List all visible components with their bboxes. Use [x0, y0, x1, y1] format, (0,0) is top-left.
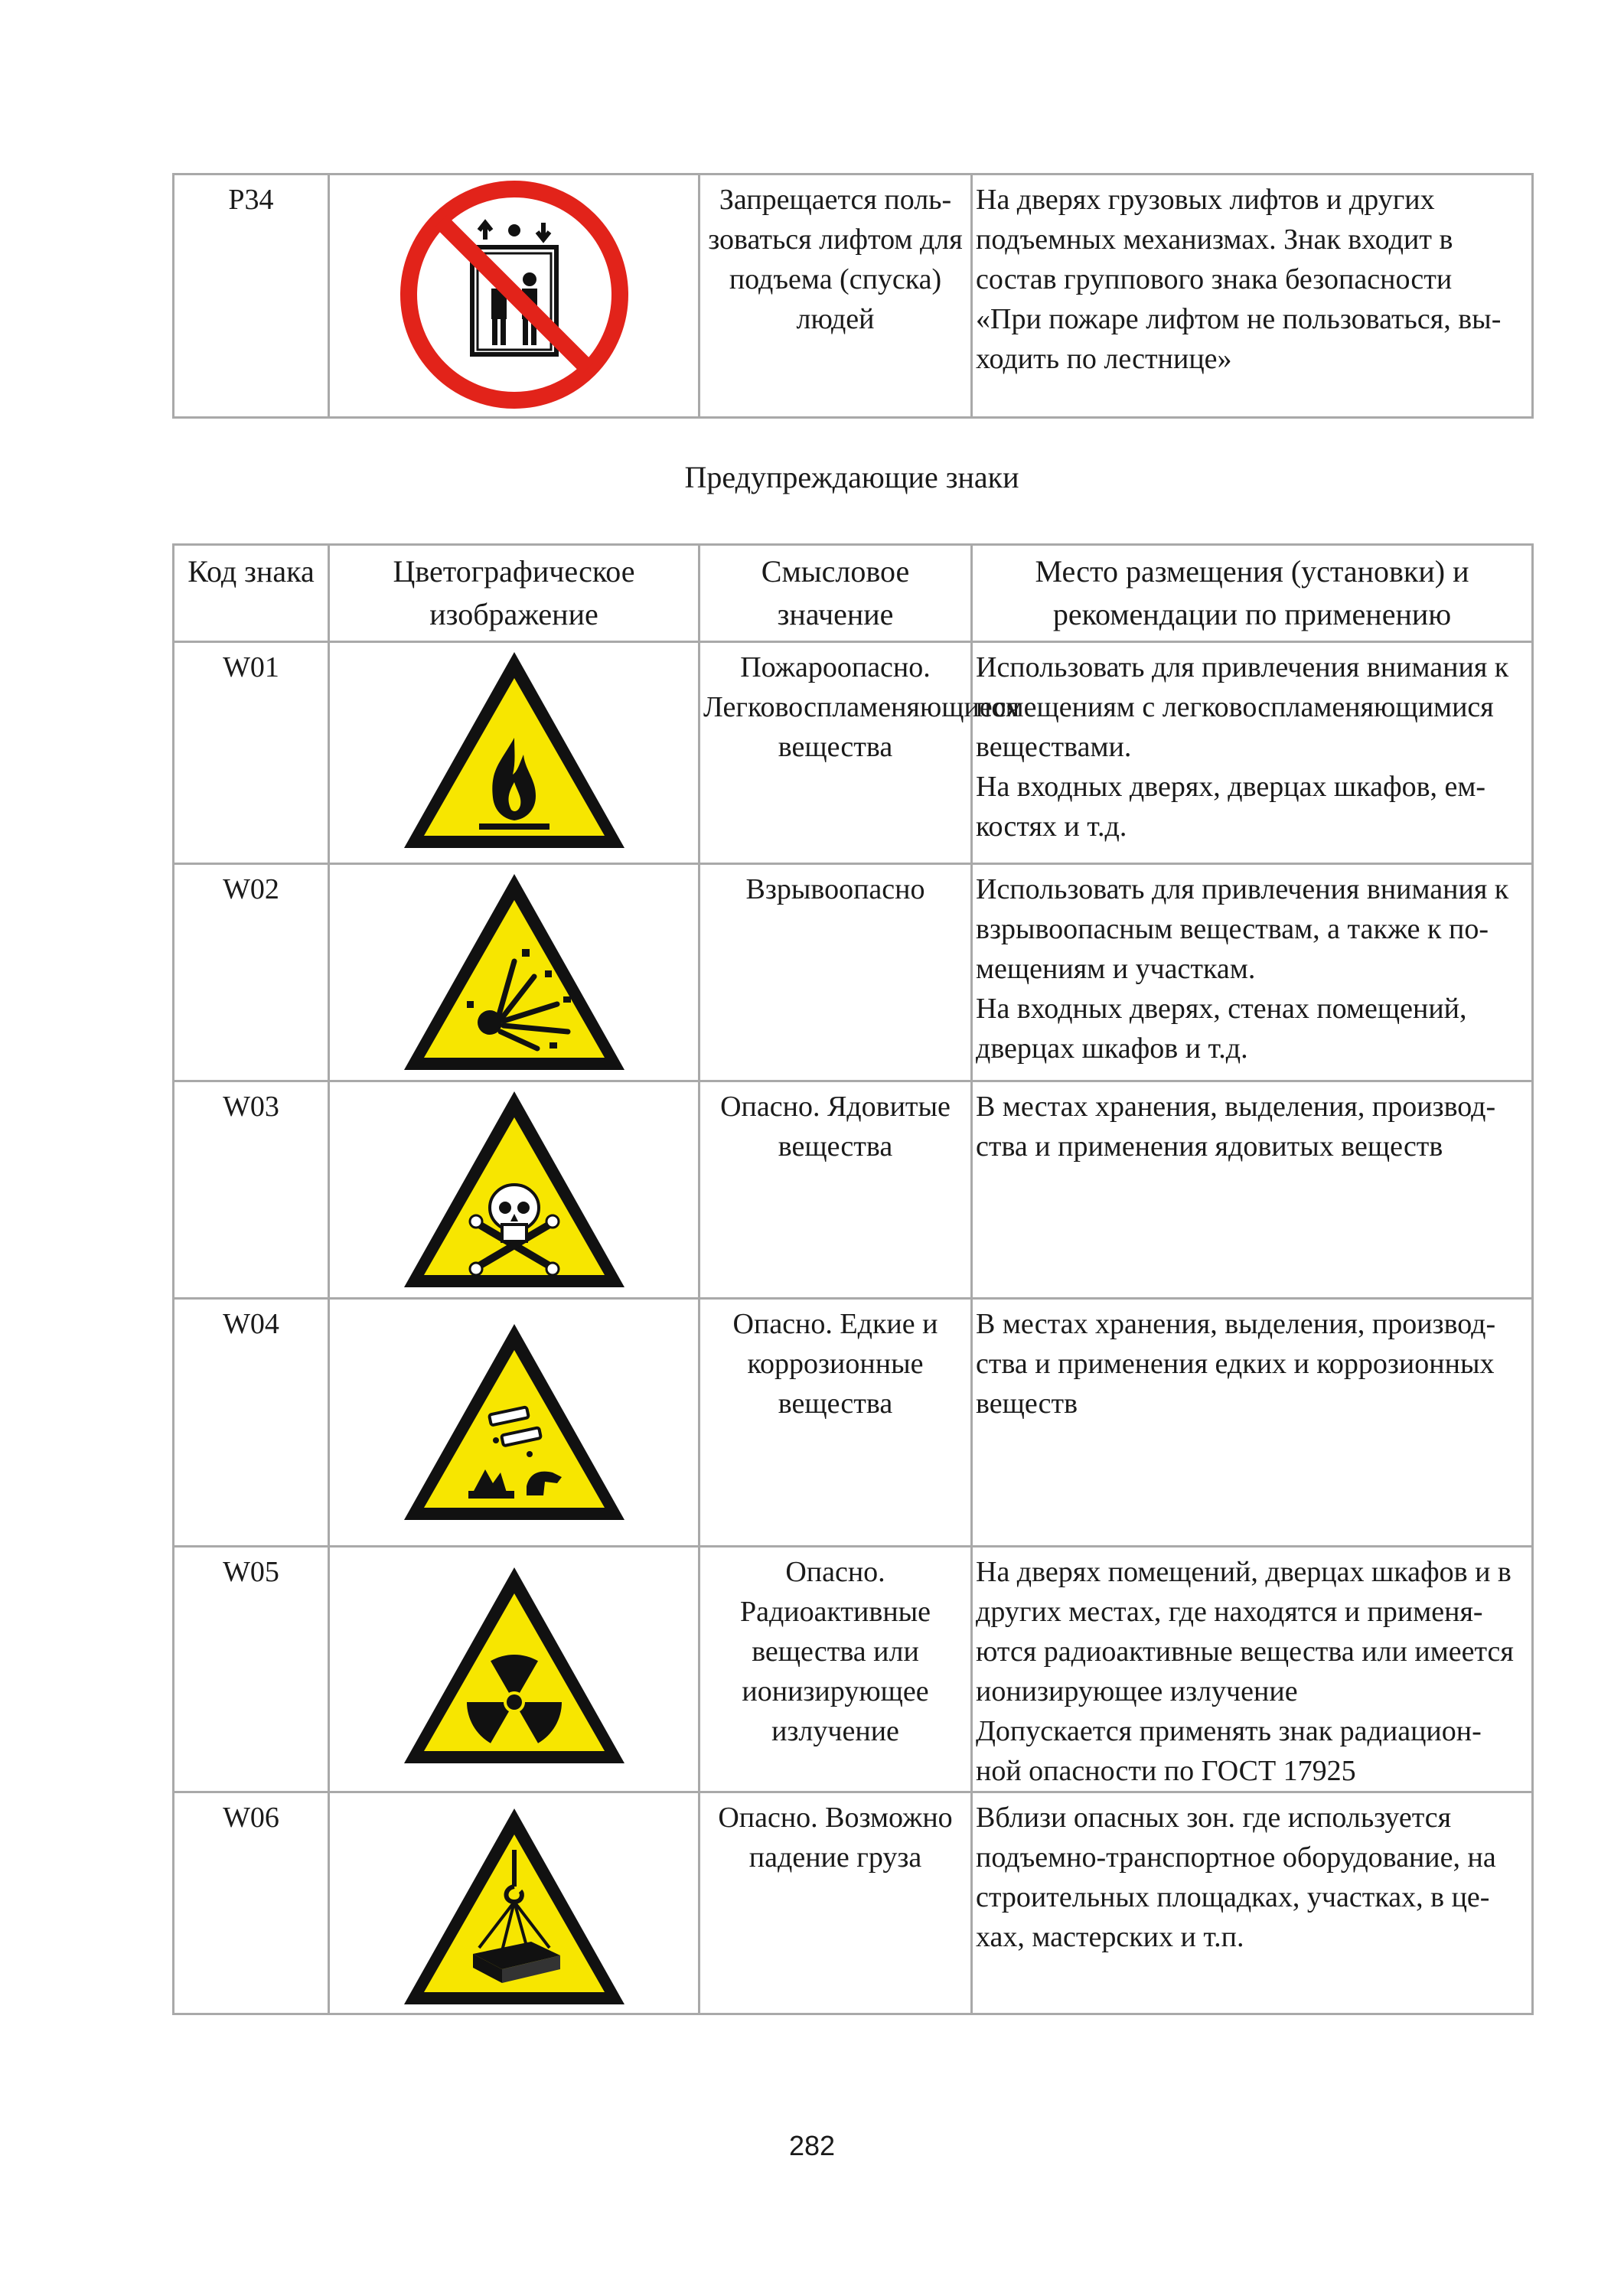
- sign-code: W04: [174, 1299, 329, 1547]
- falling-load-warning-sign-icon: [399, 1798, 629, 2012]
- table-row: [174, 1547, 1533, 1792]
- sign-code: W01: [174, 642, 329, 864]
- sign-meaning: Опасно. Ядовитые вещества: [699, 1081, 972, 1299]
- sign-image-cell: [329, 1299, 699, 1547]
- placement-line: На дверях грузовых лифтов и других: [976, 184, 1435, 216]
- sign-meaning: Опасно. Возможно падение груза: [699, 1792, 972, 2014]
- page-number: 282: [788, 2130, 836, 2161]
- table-row: [174, 1792, 1533, 2014]
- sign-image-cell: [329, 174, 699, 418]
- placement-line: состав группового знака безопасности: [976, 263, 1453, 295]
- placement-line: костях и т.д.: [976, 810, 1127, 843]
- placement-line: На дверях помещений, дверцах шкафов и в: [976, 1556, 1511, 1588]
- sign-image-cell: [329, 1792, 699, 2014]
- sign-meaning: Опасно. Радиоактивные вещества или ионизирующее излучение: [699, 1547, 972, 1792]
- placement-line: подъемно-транспортное оборудование, на: [976, 1841, 1496, 1874]
- placement-line: ства и применения едких и коррозионных: [976, 1348, 1495, 1380]
- sign-placement: [972, 174, 1533, 418]
- placement-line: веществами.: [976, 731, 1132, 763]
- no-elevator-sign-icon: [399, 180, 629, 409]
- header-image: Цветографическое изображение: [329, 545, 699, 642]
- sign-placement: [972, 1792, 1533, 2014]
- placement-line: взрывоопасным веществам, а также к по-: [976, 913, 1489, 945]
- sign-code: W02: [174, 864, 329, 1081]
- prohibition-table-continuation: [172, 173, 1534, 419]
- header-placement: Место размещения (установки) и рекомендации по применению: [972, 545, 1533, 642]
- section-title: Предупреждающие знаки: [684, 460, 1019, 494]
- sign-code: W06: [174, 1792, 329, 2014]
- sign-placement: [972, 642, 1533, 864]
- explosive-warning-sign-icon: [399, 869, 629, 1076]
- placement-line: «При пожаре лифтом не пользоваться, вы-: [976, 303, 1502, 335]
- placement-line: В местах хранения, выделения, производ-: [976, 1091, 1496, 1123]
- corrosive-warning-sign-icon: [399, 1304, 629, 1534]
- sign-code: W05: [174, 1547, 329, 1792]
- table-row: [174, 1081, 1533, 1299]
- placement-line: Вблизи опасных зон. где используется: [976, 1802, 1452, 1834]
- sign-placement: [972, 864, 1533, 1081]
- sign-image-cell: [329, 864, 699, 1081]
- placement-line: На входных дверях, стенах помещений,: [976, 993, 1467, 1025]
- placement-line: мещениям и участкам.: [976, 953, 1256, 985]
- sign-image-cell: [329, 1547, 699, 1792]
- table-row: [174, 864, 1533, 1081]
- placement-line: На входных дверях, дверцах шкафов, ем-: [976, 771, 1486, 803]
- placement-line: других местах, где находятся и применя-: [976, 1596, 1483, 1628]
- placement-line: ходить по лестнице»: [976, 343, 1232, 375]
- sign-code: P34: [174, 174, 329, 418]
- placement-line: дверцах шкафов и т.д.: [976, 1032, 1248, 1065]
- placement-line: Допускается применять знак радиацион-: [976, 1715, 1482, 1747]
- sign-placement: [972, 1299, 1533, 1547]
- placement-line: хах, мастерских и т.п.: [976, 1921, 1244, 1953]
- sign-image-cell: [329, 1081, 699, 1299]
- flammable-warning-sign-icon: [399, 647, 629, 854]
- table-row-p34: [174, 174, 1533, 418]
- placement-line: ной опасности по ГОСТ 17925: [976, 1755, 1356, 1787]
- table-row: [174, 642, 1533, 864]
- placement-line: ионизирующее излучение: [976, 1675, 1298, 1707]
- placement-line: веществ: [976, 1388, 1078, 1420]
- table-row: [174, 1299, 1533, 1547]
- placement-line: В местах хранения, выделения, производ-: [976, 1308, 1496, 1340]
- radiation-warning-sign-icon: [399, 1552, 629, 1774]
- placement-line: Использовать для привлечения внимания к: [976, 651, 1509, 683]
- placement-line: ются радиоактивные вещества или имеется: [976, 1636, 1514, 1668]
- sign-image-cell: [329, 642, 699, 864]
- sign-meaning: Взрывоопасно: [699, 864, 972, 1081]
- sign-meaning: Пожароопасно. Легковоспламеняющиеся вещества: [699, 642, 972, 864]
- placement-line: Использовать для привлечения внимания к: [976, 873, 1509, 905]
- header-code: Код знака: [174, 545, 329, 642]
- placement-line: ства и применения ядовитых веществ: [976, 1130, 1443, 1163]
- sign-placement: [972, 1547, 1533, 1792]
- placement-line: строительных площадках, участках, в це-: [976, 1881, 1490, 1913]
- sign-meaning: Запрещается поль-зоваться лифтом для подъема (спуска) людей: [699, 174, 972, 418]
- sign-code: W03: [174, 1081, 329, 1299]
- placement-line: помещениям с легковоспламеняющимися: [976, 691, 1494, 723]
- placement-line: подъемных механизмах. Знак входит в: [976, 223, 1453, 256]
- sign-meaning: Опасно. Едкие и коррозионные вещества: [699, 1299, 972, 1547]
- sign-placement: [972, 1081, 1533, 1299]
- table-header-row: [174, 545, 1533, 642]
- toxic-warning-sign-icon: [399, 1087, 629, 1293]
- header-meaning: Смысловое значение: [699, 545, 972, 642]
- warning-signs-table: [172, 543, 1534, 2015]
